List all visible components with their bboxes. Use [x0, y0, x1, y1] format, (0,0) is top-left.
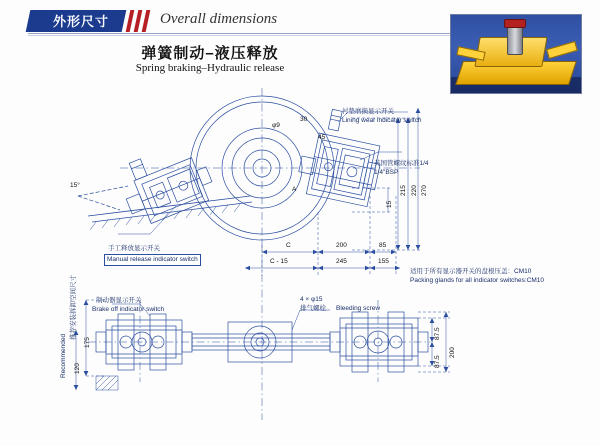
dim-270: 270 [421, 185, 428, 196]
dim-C-15: C - 15 [270, 258, 288, 265]
dim-C: C [286, 242, 291, 249]
annotation-brake-off-cn: 制动器显示开关 [96, 297, 142, 304]
dim-45: 45 [318, 134, 326, 141]
dim-phi9: φ9 [272, 122, 280, 129]
dim-87p5-a: 87.5 [434, 327, 441, 340]
annotation-lining-wear-cn: 衬垫磨损显示开关 [342, 108, 394, 115]
dim-120: 120 [74, 363, 81, 374]
annotation-bleeding-qty: 4 × φ15 [300, 296, 323, 303]
annotation-lining-wear-en: Lining wear indicator switch [342, 117, 422, 124]
annotation-packing-gland-cn: 适用于所有显示器开关的盘根压盖：CM10 [410, 268, 532, 275]
page-title-en: Spring braking–Hydraulic release [135, 62, 285, 74]
annotation-recommended-en: Recommended [60, 333, 67, 378]
dim-175: 175 [84, 337, 91, 348]
header-tag-label: 外形尺寸 [52, 14, 109, 29]
annotation-bsp-en: 1/4"BSP [374, 169, 399, 176]
dim-87p5-b: 87.5 [434, 355, 441, 368]
annotation-bleeding-en: Bleeding screw [336, 305, 381, 312]
annotation-packing-gland-en: Packing glands for all indicator switches:CM10 [410, 277, 545, 284]
annotation-manual-release-en: Manual release indicator switch [104, 254, 201, 266]
annotation-bsp-cn: 英国管螺纹标准1/4 [374, 160, 429, 167]
page-title-cn: 弹簧制动–液压释放 [141, 45, 279, 62]
header-title-en: Overall dimensions [160, 11, 278, 27]
dim-angle-15: 15° [70, 182, 80, 189]
annotation-brake-off-en: Brake off indicator switch [92, 306, 165, 313]
dim-A: A [292, 186, 297, 193]
dim-245: 245 [336, 258, 347, 265]
dim-155: 155 [378, 258, 389, 265]
dim-220: 220 [411, 185, 418, 196]
dim-215: 215 [400, 185, 407, 196]
dim-15-left: 15 [386, 200, 393, 208]
dim-200-b: 200 [449, 347, 456, 358]
annotation-recommended-cn: 推荐安装拆卸空间尺寸 [70, 275, 77, 340]
annotation-bleeding-cn: 排气螺栓 [300, 305, 326, 312]
dim-30: 30 [300, 116, 308, 123]
dim-85: 85 [379, 242, 387, 249]
annotation-manual-release-cn: 手工释放显示开关 [108, 245, 160, 252]
dim-200: 200 [336, 242, 347, 249]
